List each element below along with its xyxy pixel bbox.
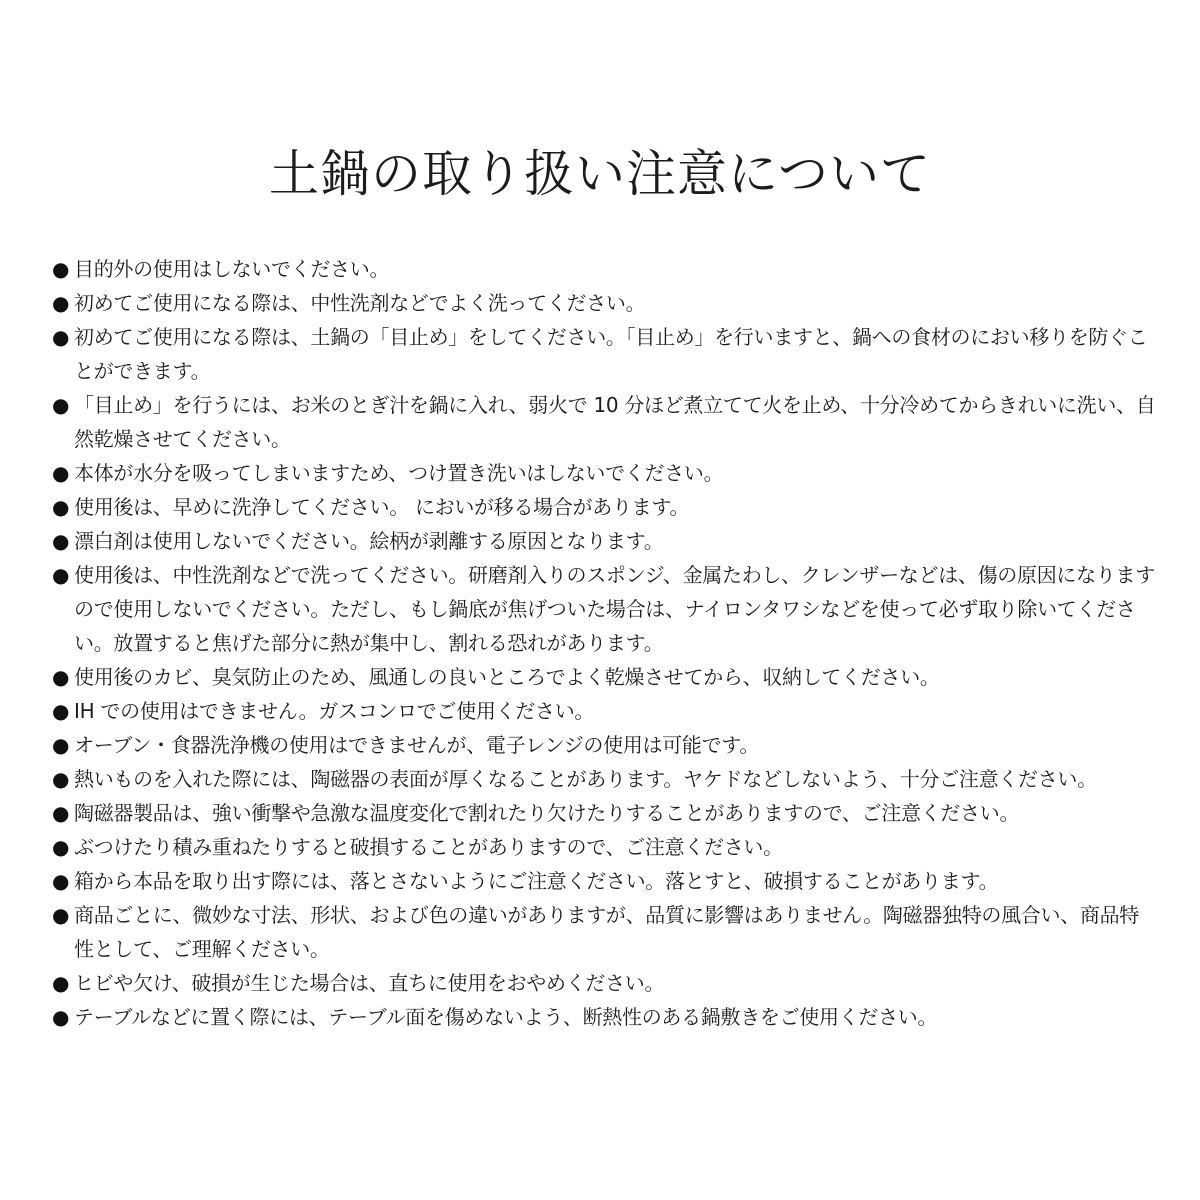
bullet-icon: ● — [52, 835, 70, 859]
bullet-icon: ● — [52, 801, 70, 825]
caution-item — [52, 558, 1157, 660]
page-title: 土鍋の取り扱い注意について — [269, 145, 931, 203]
bullet-icon: ● — [52, 903, 70, 927]
caution-text: テーブルなどに置く際には、テーブル面を傷めないよう、断熱性のある鍋敷きをご使用ください。 — [74, 1005, 938, 1029]
caution-list — [52, 252, 1157, 1034]
caution-text: 漂白剤は使用しないでください。絵柄が剥離する原因となります。 — [74, 529, 664, 553]
caution-item — [52, 728, 1157, 762]
caution-item — [52, 864, 1157, 898]
caution-text: 初めてご使用になる際は、土鍋の「目止め」をしてください。「目止め」を行いますと、鍋への食材のにおい移りを防ぐことができます。 — [74, 325, 1148, 383]
bullet-icon: ● — [52, 767, 70, 791]
caution-item — [52, 660, 1157, 694]
caution-item — [52, 762, 1157, 796]
bullet-icon: ● — [52, 971, 70, 995]
caution-text: 使用後は、早めに洗浄してください。 においが移る場合があります。 — [74, 495, 690, 519]
bullet-icon: ● — [52, 733, 70, 757]
bullet-icon: ● — [52, 699, 70, 723]
caution-item — [52, 524, 1157, 558]
caution-item — [52, 898, 1157, 966]
caution-text: 初めてご使用になる際は、中性洗剤などでよく洗ってください。 — [74, 291, 646, 315]
bullet-icon: ● — [52, 563, 70, 587]
caution-item — [52, 830, 1157, 864]
caution-text: IH での使用はできません。ガスコンロでご使用ください。 — [74, 699, 595, 723]
caution-item — [52, 966, 1157, 1000]
caution-text: ヒビや欠け、破損が生じた場合は、直ちに使用をおやめください。 — [74, 971, 665, 995]
caution-text: 商品ごとに、微妙な寸法、形状、および色の違いがありますが、品質に影響はありません。陶磁器独特の風合い、商品特性として、ご理解ください。 — [74, 903, 1139, 961]
caution-text: オーブン・食器洗浄機の使用はできませんが、電子レンジの使用は可能です。 — [74, 733, 760, 757]
caution-item — [52, 490, 1157, 524]
bullet-icon: ● — [52, 461, 70, 485]
bullet-icon: ● — [52, 257, 70, 281]
caution-item — [52, 320, 1157, 388]
caution-text: 箱から本品を取り出す際には、落とさないようにご注意ください。落とすと、破損することがあります。 — [74, 869, 999, 893]
caution-text: 陶磁器製品は、強い衝撃や急激な温度変化で割れたり欠けたりすることがありますので、ご注意ください。 — [74, 801, 1020, 825]
bullet-icon: ● — [52, 1005, 70, 1029]
caution-item — [52, 286, 1157, 320]
caution-text: 本体が水分を吸ってしまいますため、つけ置き洗いはしないでください。 — [74, 461, 724, 485]
bullet-icon: ● — [52, 291, 70, 315]
caution-text: 「目止め」を行うには、お米のとぎ汁を鍋に入れ、弱火で 10 分ほど煮立てて火を止め、十分冷めてからきれいに洗い、自然乾燥させてください。 — [74, 393, 1156, 451]
bullet-icon: ● — [52, 393, 70, 417]
caution-text: 目的外の使用はしないでください。 — [74, 257, 390, 281]
caution-text: 使用後のカビ、臭気防止のため、風通しの良いところでよく乾燥させてから、収納してください。 — [74, 665, 940, 689]
bullet-icon: ● — [52, 869, 70, 893]
bullet-icon: ● — [52, 665, 70, 689]
caution-item — [52, 1000, 1157, 1034]
caution-item — [52, 694, 1157, 728]
caution-item — [52, 796, 1157, 830]
bullet-icon: ● — [52, 325, 70, 349]
bullet-icon: ● — [52, 529, 70, 553]
caution-item — [52, 456, 1157, 490]
caution-text: 熱いものを入れた際には、陶磁器の表面が厚くなることがあります。ヤケドなどしないよう、十分ご注意ください。 — [74, 767, 1097, 791]
caution-text: 使用後は、中性洗剤などで洗ってください。研磨剤入りのスポンジ、金属たわし、クレンザーなどは、傷の原因になりますので使用しないでください。ただし、もし鍋底が焦げついた場合は、ナイロンタワシなどを使って必ず取り除いてください。放置すると焦げた部分に熱が集中し、割れる恐れがあります。 — [74, 563, 1155, 655]
bullet-icon: ● — [52, 495, 70, 519]
caution-item — [52, 388, 1157, 456]
caution-item — [52, 252, 1157, 286]
caution-text: ぶつけたり積み重ねたりすると破損することがありますので、ご注意ください。 — [74, 835, 783, 859]
